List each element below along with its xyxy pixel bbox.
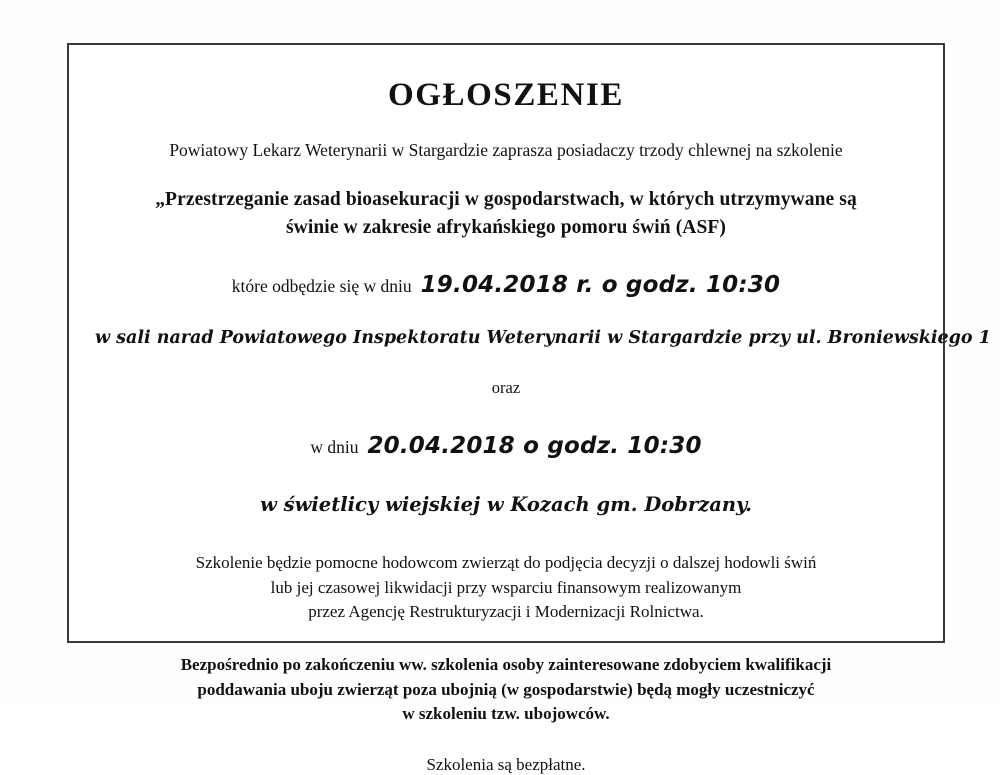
first-event-datetime-line [95,271,917,301]
training-purpose-note-line-2: lub jej czasowej likwidacji przy wsparciu finansowym realizowanym [270,577,742,597]
second-event-venue: w świetlicy wiejskiej w Kozach gm. Dobrzany. [260,492,752,516]
notice-frame-border [67,43,991,775]
training-title-line-2: świnie w zakresie afrykańskiego pomoru świń (ASF) [285,216,727,238]
page-title: OGŁOSZENIE [387,77,625,113]
first-event-date-prefix: które odbędzie się w dniu [231,276,412,297]
slaughter-qualification-note-line-2: poddawania uboju zwierząt poza ubojnią (w gospodarstwie) będą mogły uczestniczyć [197,679,815,699]
slaughter-qualification-note-line-1: Bezpośrednio po zakończeniu ww. szkolenia osoby zainteresowane zdobyciem kwalifikacji [180,655,832,675]
second-event-datetime-line [95,432,917,462]
training-purpose-note [95,551,917,625]
conjunction-text: oraz [491,377,521,397]
slaughter-qualification-note-line-3: w szkoleniu tzw. ubojowców. [402,704,610,724]
second-event-date-prefix: w dniu [310,436,359,457]
training-title-line-1: „Przestrzeganie zasad bioasekuracji w gospodarstwach, w których utrzymywane są [155,188,857,210]
notice-content [69,45,991,775]
training-title [95,186,917,241]
first-event-venue: w sali narad Powiatowego Inspektoratu Weterynarii w Stargardzie przy ul. Broniewskiego 1 [95,328,991,349]
second-event-datetime: 20.04.2018 o godz. 10:30 [367,432,702,459]
first-event-datetime: 19.04.2018 r. o godz. 10:30 [420,272,781,299]
training-purpose-note-line-1: Szkolenie będzie pomocne hodowcom zwierząt do podjęcia decyzji o dalszej hodowli świń [195,553,817,573]
slaughter-qualification-note [95,653,917,727]
lead-paragraph: Powiatowy Lekarz Weterynarii w Stargardzie zaprasza posiadaczy trzody chlewnej na szkolenie [169,140,843,161]
closing-statement: Szkolenia są bezpłatne. [426,755,586,775]
training-purpose-note-line-3: przez Agencję Restrukturyzacji i Modernizacji Rolnictwa. [308,602,704,622]
